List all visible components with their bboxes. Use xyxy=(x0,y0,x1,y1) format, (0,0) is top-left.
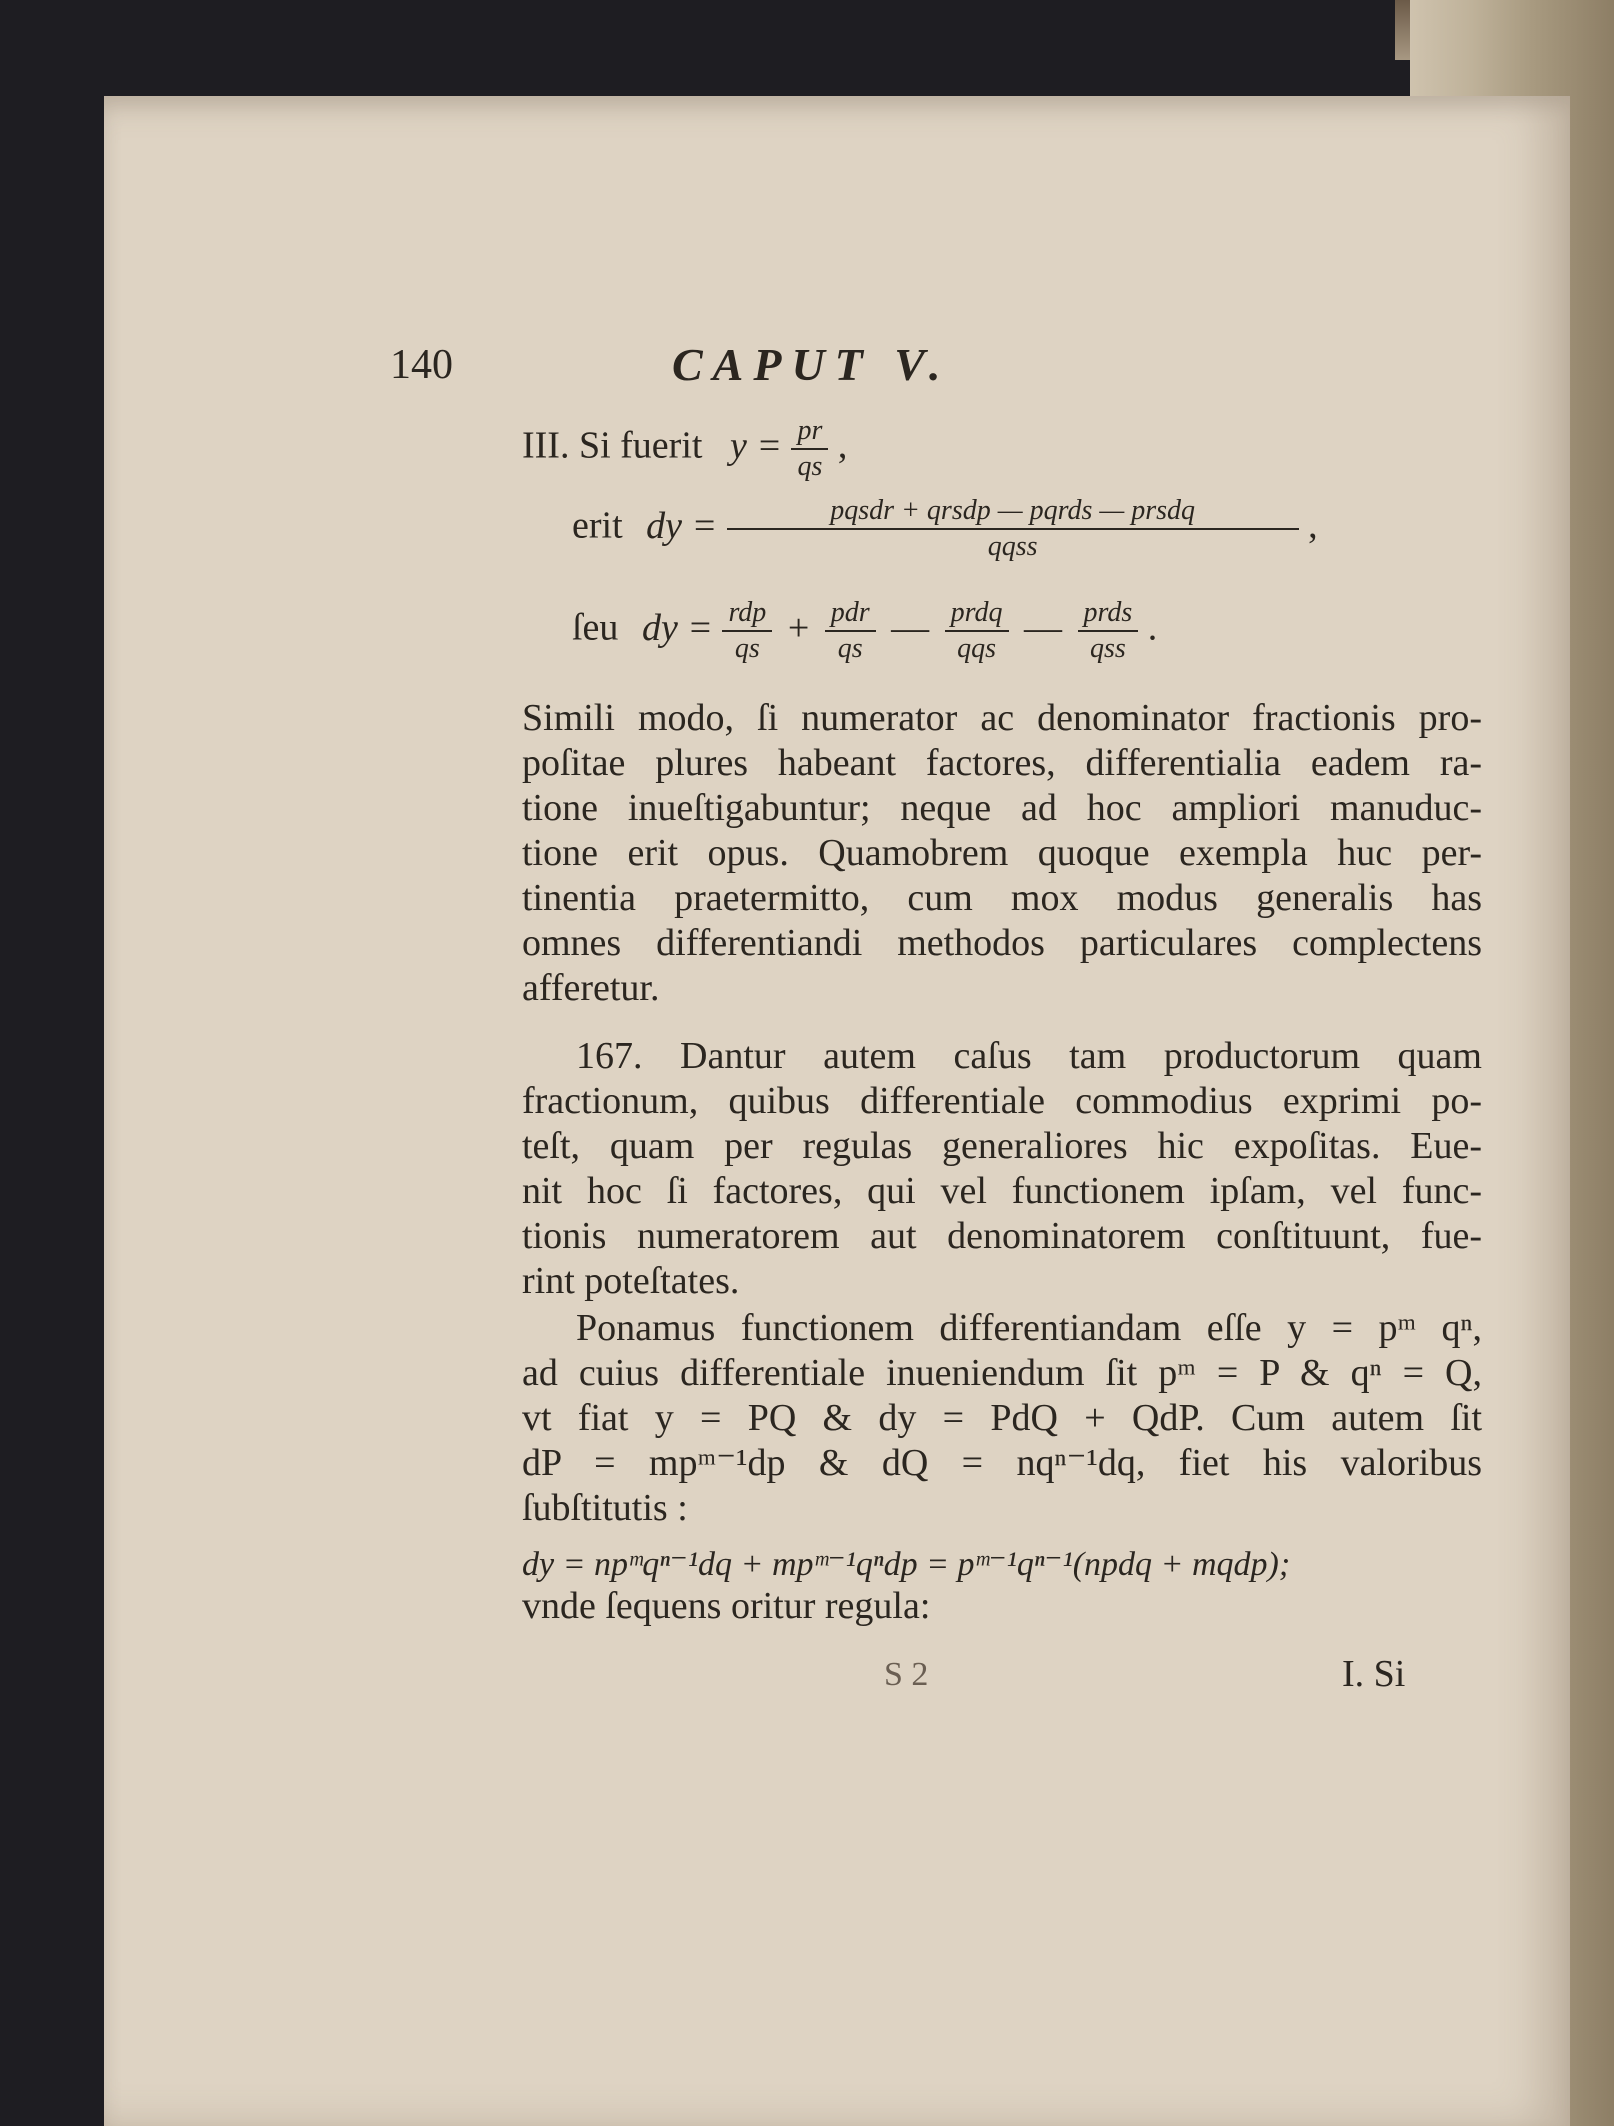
seu-term-1-den: qs xyxy=(734,633,760,664)
seu-term-1-num: rdp xyxy=(722,596,772,632)
seu-term-2-den: qs xyxy=(837,633,863,664)
seu-term-4-den: qss xyxy=(1090,633,1126,664)
paragraph-1-line: tinentia praetermitto, cum mox modus generalis has xyxy=(522,877,1482,919)
seu-label: ſeu xyxy=(572,606,619,649)
paragraph-2-line: nit hoc ſi factores, qui vel functionem ipſam, vel func- xyxy=(522,1170,1482,1212)
paragraph-1-line: tione inueſtigabuntur; neque ad hoc ampliori manuduc- xyxy=(522,787,1482,829)
page-number: 140 xyxy=(390,342,453,388)
equation-iii xyxy=(522,414,847,484)
seu-term-2-num: pdr xyxy=(825,596,876,632)
erit-lhs: dy = xyxy=(646,504,718,547)
paragraph-1-line: tione erit opus. Quamobrem quoque exempla huc per- xyxy=(522,832,1482,874)
paragraph-2-line: 167. Dantur autem caſus tam productorum quam xyxy=(576,1035,1482,1077)
erit-label: erit xyxy=(572,504,623,547)
paragraph-1-line: afferetur. xyxy=(522,967,660,1009)
paragraph-1-line: omnes differentiandi methodos particulares complectens xyxy=(522,922,1482,964)
catchword: I. Si xyxy=(1342,1653,1406,1695)
equation-iii-lhs: y = xyxy=(729,424,782,467)
final-equation: dy = npᵐqⁿ⁻¹dq + mpᵐ⁻¹qⁿdp = pᵐ⁻¹qⁿ⁻¹(npdq + mqdp); xyxy=(522,1546,1291,1583)
seu-lhs: dy = xyxy=(641,606,713,649)
equation-seu xyxy=(572,596,1157,666)
equation-iii-label: III. Si fuerit xyxy=(522,424,703,467)
seu-trail: . xyxy=(1147,606,1158,649)
paragraph-1 xyxy=(522,696,1482,1011)
seu-term-2 xyxy=(825,596,876,666)
erit-trail: , xyxy=(1308,504,1318,547)
paragraph-1-line: Simili modo, ſi numerator ac denominator fractionis pro- xyxy=(522,697,1482,739)
paragraph-3 xyxy=(522,1306,1482,1531)
erit-denominator: qqss xyxy=(987,531,1038,562)
seu-op-2: — xyxy=(891,606,930,649)
paragraph-3-line: ſubſtitutis : xyxy=(522,1487,688,1529)
seu-term-3-den: qqs xyxy=(957,633,997,664)
paragraph-3-line: Ponamus functionem differentiandam eſſe y = pᵐ qⁿ, xyxy=(576,1307,1482,1349)
equation-iii-numerator: pr xyxy=(791,414,828,450)
equation-erit xyxy=(572,494,1318,564)
paragraph-2-section-167 xyxy=(522,1034,1482,1304)
paragraph-2-line: rint poteſtates. xyxy=(522,1260,740,1302)
paragraph-3-line: dP = mpᵐ⁻¹dp & dQ = nqⁿ⁻¹dq, fiet his valoribus xyxy=(522,1442,1482,1484)
seu-term-4-num: prds xyxy=(1078,596,1139,632)
paragraph-3-line: vt fiat y = PQ & dy = PdQ + QdP. Cum autem ſit xyxy=(522,1397,1482,1439)
equation-iii-fraction xyxy=(791,414,828,484)
paragraph-2-line: teſt, quam per regulas generaliores hic expoſitas. Eue- xyxy=(522,1125,1482,1167)
seu-term-3-num: prdq xyxy=(945,596,1009,632)
signature-mark: S 2 xyxy=(884,1656,929,1693)
page-content xyxy=(104,96,1570,2126)
erit-fraction xyxy=(727,494,1299,564)
seu-term-3 xyxy=(945,596,1009,666)
paragraph-2-line: fractionum, quibus differentiale commodius exprimi po- xyxy=(522,1080,1482,1122)
paragraph-3-line: ad cuius differentiale inueniendum ſit pᵐ = P & qⁿ = Q, xyxy=(522,1352,1482,1394)
paragraph-1-line: poſitae plures habeant factores, differentialia eadem ra- xyxy=(522,742,1482,784)
equation-iii-denominator: qs xyxy=(797,451,823,482)
paragraph-2-line: tionis numeratorem aut denominatorem conſtituunt, fue- xyxy=(522,1215,1482,1257)
seu-term-4 xyxy=(1078,596,1139,666)
closing-line: vnde ſequens oritur regula: xyxy=(522,1585,931,1627)
erit-numerator: pqsdr + qrsdp — pqrds — prsdq xyxy=(727,494,1299,530)
equation-iii-trail: , xyxy=(837,424,848,467)
seu-op-1: + xyxy=(787,606,810,649)
running-head: CAPUT V. xyxy=(672,339,951,390)
seu-op-3: — xyxy=(1024,606,1063,649)
seu-term-1 xyxy=(722,596,772,666)
